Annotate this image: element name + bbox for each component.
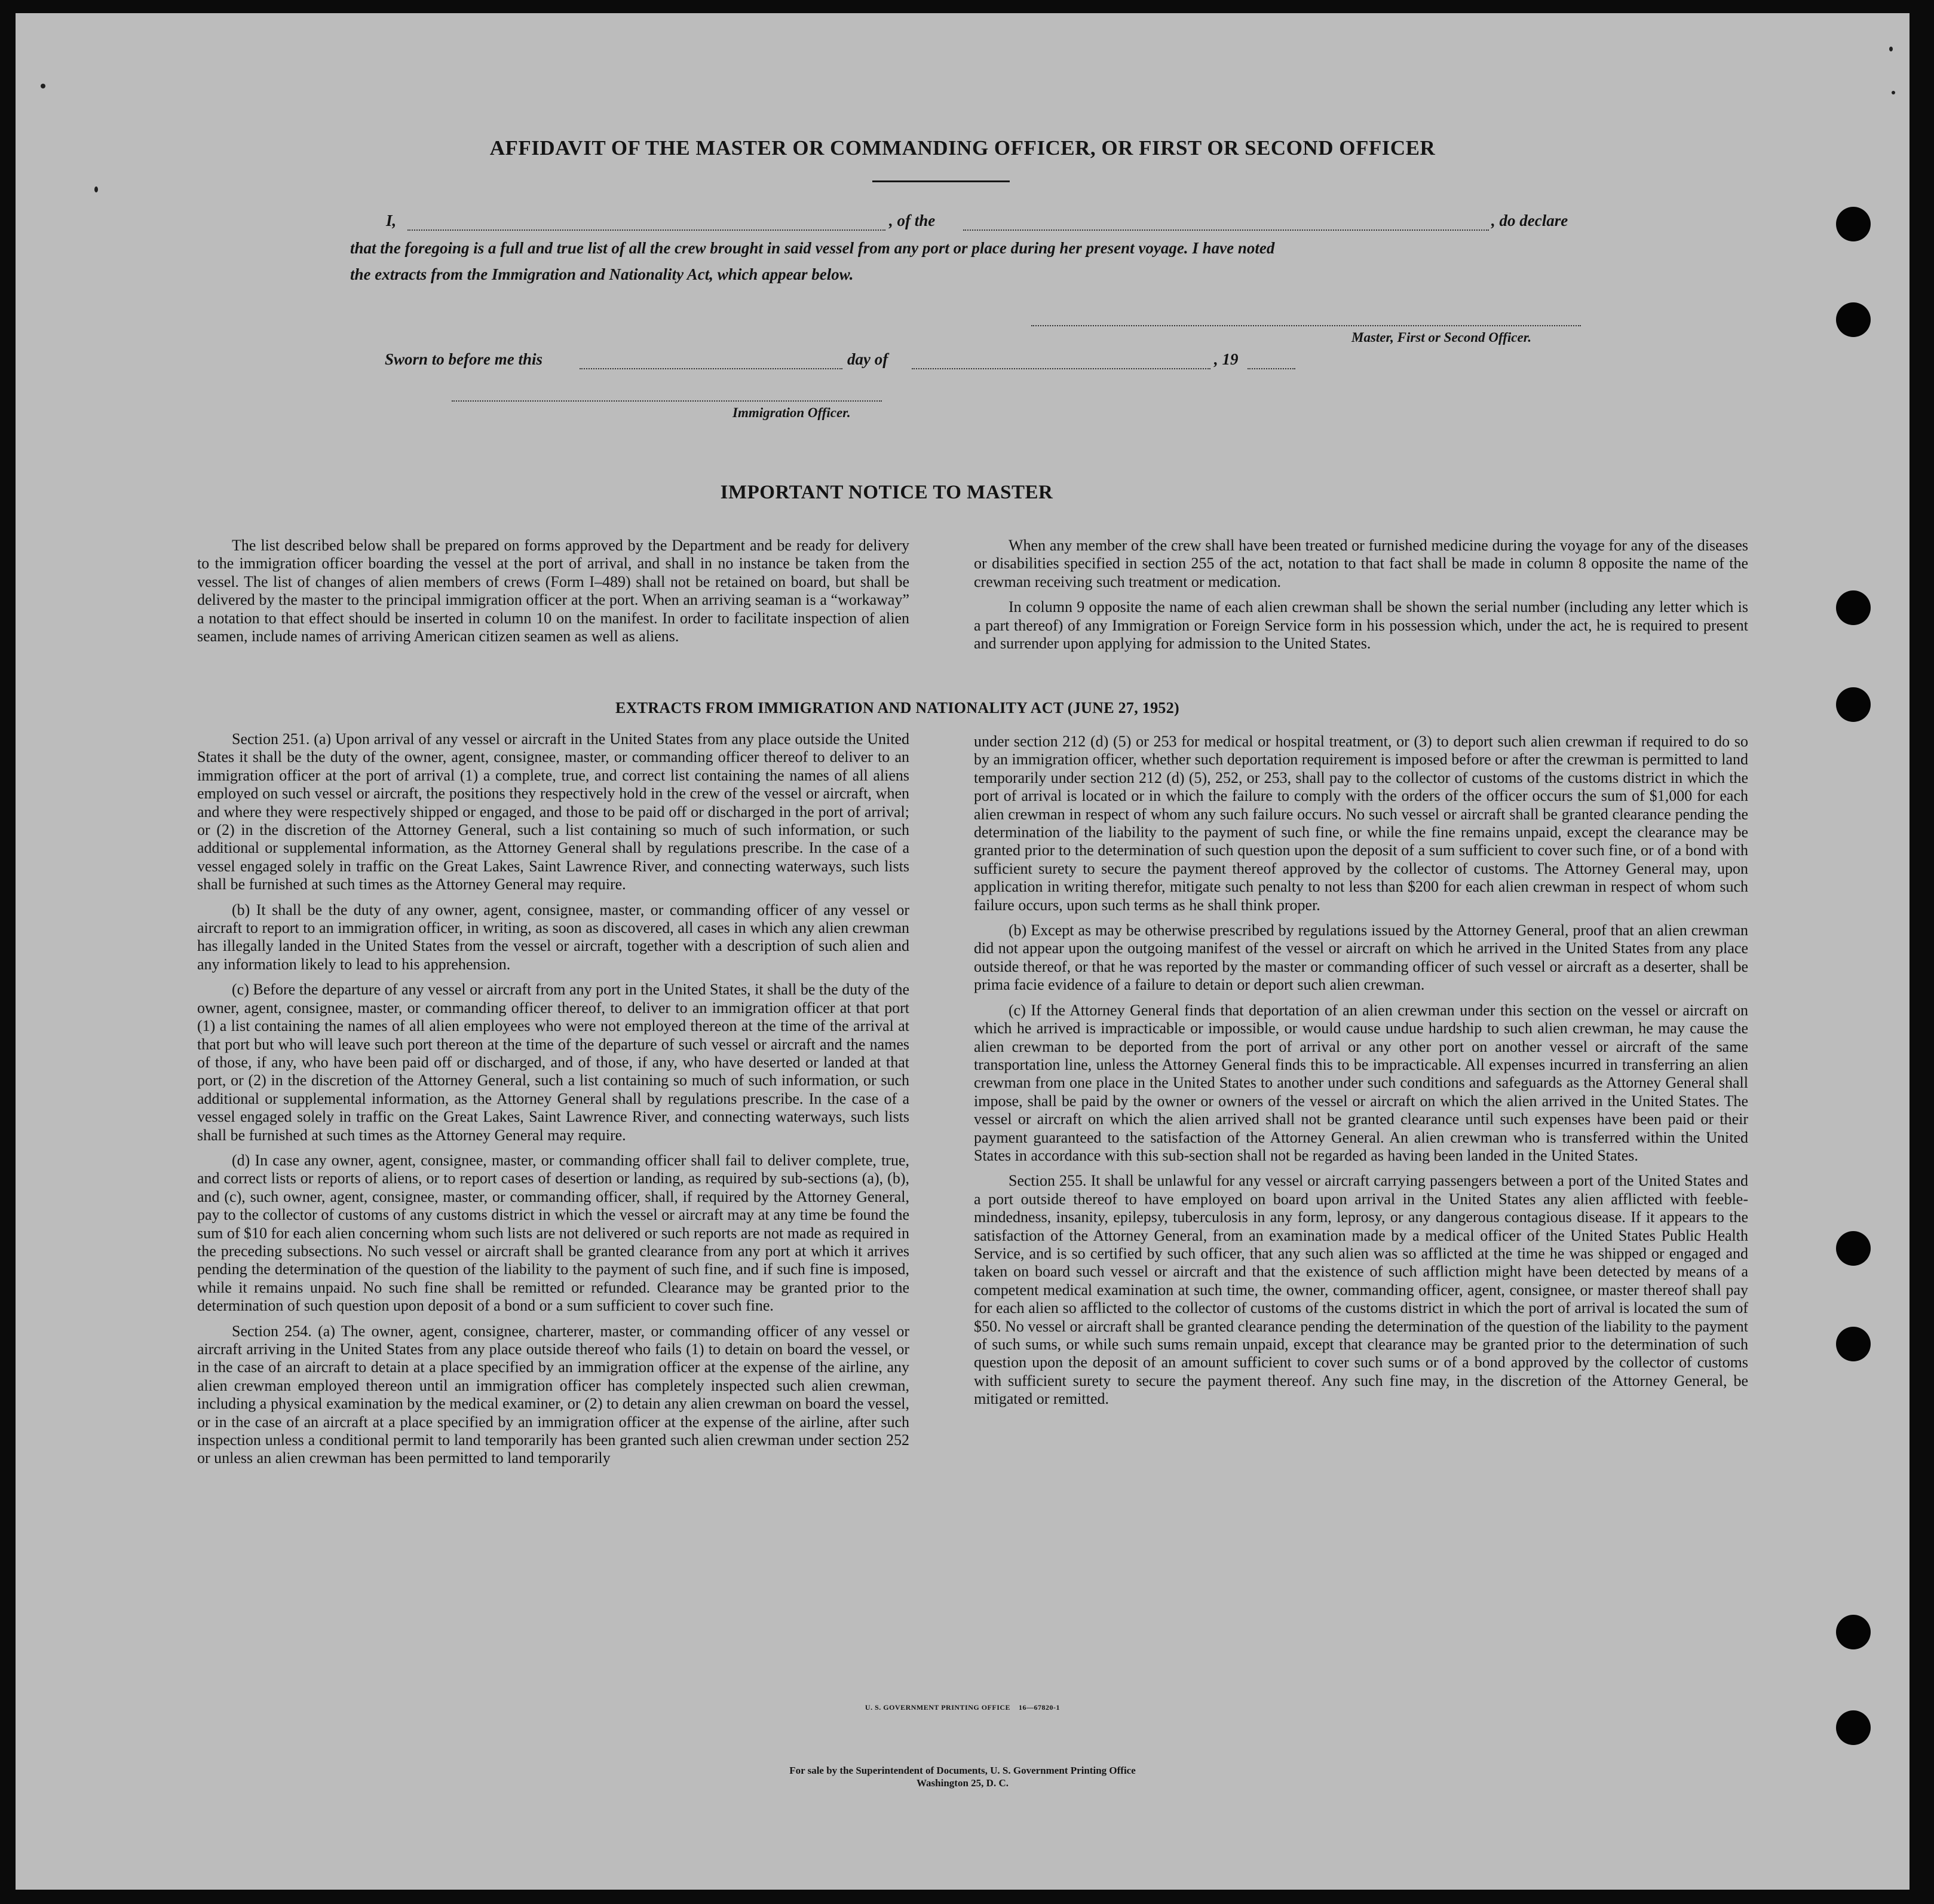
- notice-title: IMPORTANT NOTICE TO MASTER: [720, 482, 1053, 503]
- extract-paragraph: Section 251. (a) Upon arrival of any vessel or aircraft in the United States from any place outside the United States it shall be the duty of the owner, agent, consignee, master, or commanding officer thereof to deliver to an immigration officer at the port of arrival (1) a complete, true, and correct list containing the names of all aliens employed on such vessel or aircraft, the positions they respectively hold in the crew of the vessel or aircraft, when and where they were respectively shipped or engaged, and those to be paid off or discharged in the port of arrival; or (2) in the discretion of the Attorney General, such a list containing so much of such information, or such additional or supplemental information, as the Attorney General shall by regulations prescribe. In the case of a vessel engaged solely in traffic on the Great Lakes, Saint Lawrence River, and connecting waterways, such lists shall be furnished at such times as the Attorney General may require.: [197, 730, 909, 893]
- extracts-left-column: [197, 730, 909, 1475]
- dust-speck: [94, 186, 98, 192]
- extract-paragraph: Section 255. It shall be unlawful for any vessel or aircraft carrying passengers between a port of the United States and a port outside thereof to have employed on board upon arrival in the United States any alien afflicted with feeble-mindedness, insanity, epilepsy, tuberculosis in any form, leprosy, or any dangerous contagious disease. If it appears to the satisfaction of the Attorney General, from an examination made by a medical officer of the United States Public Health Service, and is so certified by such officer, that any such alien was so afflicted at the time he was shipped or engaged and taken on board such vessel or aircraft and that the existence of such affliction might have been detected by means of a competent medical examination at such time, the owner, commanding officer, agent, consignee, or master thereof shall pay for each alien so afflicted to the collector of customs of the customs district in which the port of arrival is located the sum of $50. No vessel or aircraft shall be granted clearance pending the determination of the question of the liability to the payment of such sums, or while such sums remain unpaid, except that clearance may be granted prior to the determination of such question upon the deposit of an amount sufficient to cover such sums or of a bond approved by the collector of customs with sufficient surety to secure the payment thereof. Any such fine may, in the discretion of the Attorney General, be mitigated or remitted.: [974, 1172, 1748, 1408]
- binder-hole: [1836, 1710, 1871, 1745]
- binder-hole: [1836, 1327, 1871, 1361]
- binder-hole: [1836, 687, 1871, 722]
- sale-notice-line1: For sale by the Superintendent of Documents, U. S. Government Printing Office: [789, 1765, 1136, 1776]
- affiant-name-field[interactable]: [407, 229, 885, 231]
- sworn-year-field[interactable]: [1248, 368, 1295, 369]
- notice-right-column: [974, 537, 1748, 660]
- extract-paragraph: (b) Except as may be otherwise prescribed by regulations issued by the Attorney General, proof that an alien crewman did not appear upon the outgoing manifest of the vessel or aircraft on which he arrived in the United States from any place outside thereof, or that he was reported by the master or commanding officer of such vessel or aircraft as a deserter, shall be prima facie evidence of a failure to detain or deport such alien crewman.: [974, 922, 1748, 994]
- notice-right-paragraph-1: When any member of the crew shall have been treated or furnished medicine during the voyage for any of the diseases or disabilities specified in section 255 of the act, notation to that fact shall be made in column 8 opposite the name of the crewman receiving such treatment or medication.: [974, 537, 1748, 590]
- officer-signature-label: Immigration Officer.: [732, 405, 851, 420]
- dust-speck: [1892, 91, 1895, 94]
- affidavit-statement-line2: the extracts from the Immigration and Nationality Act, which appear below.: [350, 265, 854, 283]
- dust-speck: [1889, 47, 1893, 51]
- notice-left-column: [197, 537, 909, 653]
- sale-notice-line2: Washington 25, D. C.: [917, 1777, 1009, 1789]
- title-rule: [872, 180, 1010, 182]
- master-signature-label: Master, First or Second Officer.: [1351, 330, 1532, 345]
- do-declare-label: , do declare: [1491, 212, 1568, 229]
- year-label: , 19: [1214, 350, 1239, 368]
- extracts-right-column: [974, 733, 1748, 1416]
- vessel-name-field[interactable]: [963, 229, 1489, 231]
- form-page: [16, 13, 1910, 1890]
- sworn-label: Sworn to before me this: [385, 350, 543, 368]
- of-the-label: , of the: [889, 212, 936, 229]
- affiant-i-label: I,: [386, 212, 397, 229]
- extracts-title: EXTRACTS FROM IMMIGRATION AND NATIONALITY ACT (JUNE 27, 1952): [615, 699, 1179, 717]
- extract-paragraph: Section 254. (a) The owner, agent, consignee, charterer, master, or commanding officer of any vessel or aircraft arriving in the United States from any place outside thereof who fails (1) to detain on board the vessel, or in the case of an aircraft to detain at a place specified by an immigration officer at the expense of the airline, any alien crewman employed thereon until an immigration officer has completely inspected such alien crewman, including a physical examination by the medical examiner, or (2) to detain any alien crewman on board the vessel, or in the case of an aircraft at a place specified by an immigration officer at the expense of the airline, after such inspection unless a conditional permit to land temporarily has been granted such alien crewman under section 252 or unless an alien crewman has been permitted to land temporarily: [197, 1322, 909, 1467]
- printing-office-imprint: U. S. GOVERNMENT PRINTING OFFICE 16—67820-1: [865, 1703, 1061, 1712]
- sworn-month-field[interactable]: [912, 368, 1210, 369]
- extract-paragraph: (c) If the Attorney General finds that deportation of an alien crewman under this section on the vessel or aircraft on which he arrived is impracticable or impossible, or would cause undue hardship to such alien crewman, he may cause the alien crewman to be deported from the port of arrival or any other port on another vessel or aircraft of the same transportation line, unless the Attorney General finds this to be impracticable. All expenses incurred in transferring an alien crewman from one place in the United States to another under such conditions and safeguards as the Attorney General shall impose, shall be paid by the owner or owners of the vessel or aircraft on which the alien arrived in the United States. The vessel or aircraft on which the alien arrived shall not be granted clearance until such expenses have been paid or their payment guaranteed to the satisfaction of the Attorney General. An alien crewman who is transferred within the United States in accordance with this sub-section shall not be regarded as having been landed in the United States.: [974, 1001, 1748, 1164]
- officer-signature-field[interactable]: [452, 400, 882, 402]
- notice-left-paragraph: The list described below shall be prepared on forms approved by the Department and be ready for delivery to the immigration officer boarding the vessel at the port of arrival, and shall in no instance be taken from the vessel. The list of changes of alien members of crews (Form I–489) shall not be retained on board, but shall be delivered by the master to the principal immigration officer at the port. When an arriving seaman is a “workaway” a notation to that effect should be inserted in column 10 on the manifest. In order to facilitate inspection of alien seamen, include names of arriving American citizen seamen as well as aliens.: [197, 537, 909, 645]
- master-signature-field[interactable]: [1031, 325, 1581, 326]
- binder-hole: [1836, 302, 1871, 337]
- binder-hole: [1836, 590, 1871, 625]
- affidavit-statement-line1: that the foregoing is a full and true list of all the crew brought in said vessel from any port or place during her present voyage. I have noted: [350, 239, 1275, 257]
- extract-paragraph: (d) In case any owner, agent, consignee, master, or commanding officer shall fail to deliver complete, true, and correct lists or reports of aliens, or to report cases of desertion or landing, as required by sub-sections (a), (b), and (c), such owner, agent, consignee, master, or commanding officer, shall, if required by the Attorney General, pay to the collector of customs of any customs district in which the vessel or aircraft may at any time be found the sum of $10 for each alien concerning whom such lists are not delivered or such reports are not made as required in the preceding subsections. No such vessel or aircraft shall be granted clearance from any port at which it arrives pending the determination of the question of the liability to the payment of such fine, and if such fine is imposed, while it remains unpaid. No such fine shall be remitted or refunded. Clearance may be granted prior to the determination of such question upon deposit of a bond or a sum sufficient to cover such fine.: [197, 1151, 910, 1315]
- extract-paragraph: (c) Before the departure of any vessel or aircraft from any port in the United States, it shall be the duty of the owner, agent, consignee, master, or commanding officer thereof, to deliver to an immigration officer at that port (1) a list containing the names of all alien employees who were not employed thereon at the time of the arrival at that port but who will leave such port thereon at the time of the departure of such vessel or aircraft and the names of those, if any, who have been paid off or discharged, and of those, if any, who have deserted or landed at that port, or (2) in the discretion of the Attorney General, such a list containing so much of such information, or such additional or supplemental information, as the Attorney General shall by regulations prescribe. In the case of a vessel engaged solely in traffic on the Great Lakes, Saint Lawrence River, and connecting waterways, such lists shall be furnished at such times as the Attorney General may require.: [197, 981, 909, 1144]
- extract-paragraph: (b) It shall be the duty of any owner, agent, consignee, master, or commanding officer of any vessel or aircraft to report to an immigration officer, in writing, as soon as discovered, all cases in which any alien crewman has illegally landed in the United States from the vessel or aircraft, together with a description of such alien and any information likely to lead to his apprehension.: [197, 901, 909, 973]
- binder-hole: [1836, 1231, 1871, 1266]
- sworn-day-field[interactable]: [580, 368, 842, 369]
- day-of-label: day of: [847, 350, 888, 368]
- notice-right-paragraph-2: In column 9 opposite the name of each alien crewman shall be shown the serial number (including any letter which is a part thereof) of any Immigration or Foreign Service form in his possession which, under the act, he is required to present and surrender upon applying for admission to the United States.: [974, 598, 1748, 653]
- affidavit-title: AFFIDAVIT OF THE MASTER OR COMMANDING OFFICER, OR FIRST OR SECOND OFFICER: [489, 136, 1436, 160]
- binder-hole: [1836, 1615, 1871, 1649]
- binder-hole: [1836, 207, 1871, 241]
- dust-speck: [41, 84, 45, 88]
- extract-paragraph: under section 212 (d) (5) or 253 for medical or hospital treatment, or (3) to deport such alien crewman if required to do so by an immigration officer, whether such deportation requirement is imposed before or after the crewman is permitted to land temporarily under section 212 (d) (5), 252, or 253, shall pay to the collector of customs of the customs district in which the port of arrival is located or in which the failure to comply with the orders of the officer occurs the sum of $1,000 for each alien crewman in respect of whom any such failure occurs. No such vessel or aircraft shall be granted clearance pending the determination of the liability to the payment of such fine, or while the fine remains unpaid, except the clearance may be granted prior to the determination of such question upon the deposit of a sum sufficient to cover such fine, or of a bond with sufficient surety to secure the payment thereof approved by the collector of customs. The Attorney General may, upon application in writing therefor, mitigate such penalty to not less than $200 for each alien crewman in respect of whom such failure occurs, upon such terms as he shall think proper.: [974, 733, 1748, 914]
